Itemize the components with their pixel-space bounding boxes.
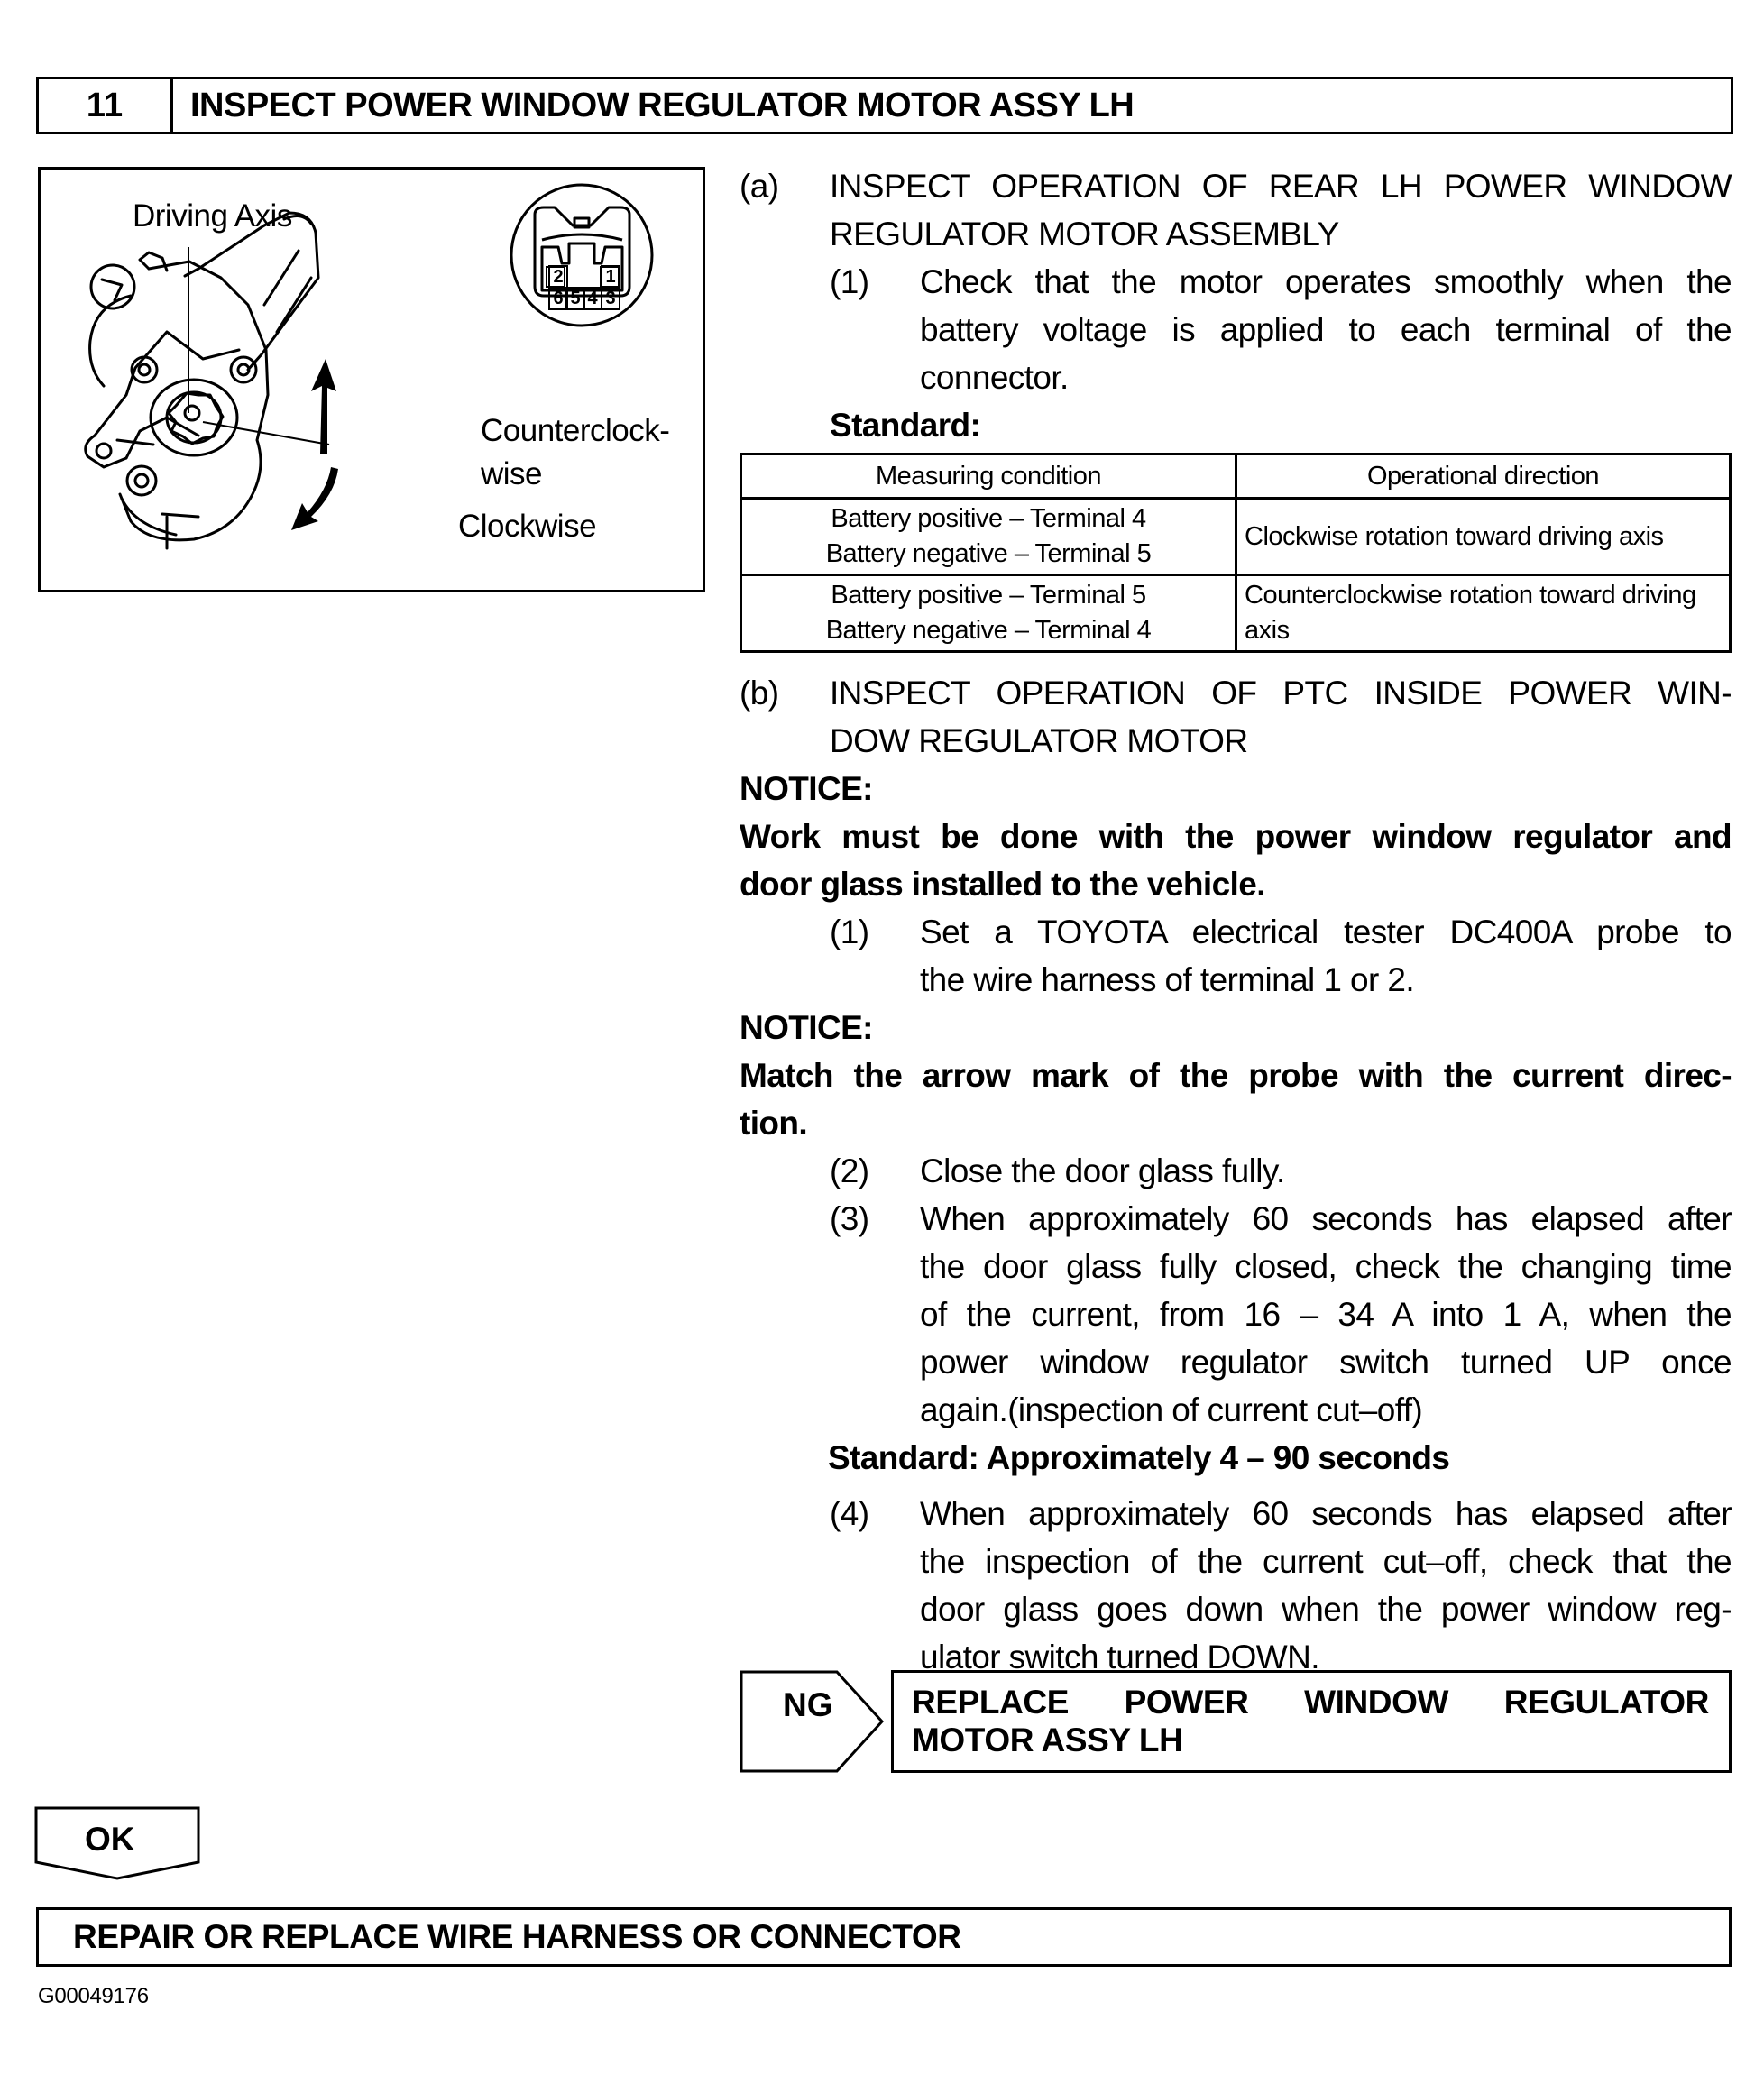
terminal-6: 6 — [548, 287, 568, 310]
step-b3-line: of the current, from 16 – 34 A into 1 A, when the — [920, 1296, 1732, 1333]
connector-terminals — [545, 265, 620, 310]
step-a-title-1: INSPECT OPERATION OF REAR LH POWER WINDOW — [830, 168, 1732, 205]
notice-label: NOTICE: — [740, 1009, 873, 1046]
step-b2-marker: (2) — [830, 1152, 869, 1189]
step-b3-line: power window regulator switch turned UP once — [920, 1344, 1732, 1381]
step-b3-line: the door glass fully closed, check the changing time — [920, 1248, 1732, 1285]
final-action-label: REPAIR OR REPLACE WIRE HARNESS OR CONNECTOR — [73, 1918, 961, 1955]
step-a1-line: battery voltage is applied to each terminal of the — [920, 311, 1732, 348]
table-header-row — [741, 454, 1731, 499]
table-row — [741, 499, 1731, 575]
notice-text: Match the arrow mark of the probe with the current direc- — [740, 1057, 1732, 1094]
terminal-4: 4 — [583, 287, 602, 310]
terminal-3: 3 — [601, 287, 620, 310]
step-b2-line: Close the door glass fully. — [920, 1152, 1285, 1189]
step-b4-line: door glass goes down when the power window reg- — [920, 1591, 1732, 1628]
label-driving-axis: Driving Axis — [133, 198, 292, 234]
notice-text: Work must be done with the power window regulator and — [740, 818, 1732, 855]
step-b1-line: Set a TOYOTA electrical tester DC400A probe to — [920, 914, 1732, 950]
direction-line: axis — [1245, 616, 1290, 645]
standard-label: Standard: — [830, 407, 981, 444]
step-b4-line: ulator switch turned DOWN. — [920, 1639, 1319, 1676]
ng-branch-arrow[interactable] — [740, 1670, 884, 1773]
condition-line: Battery positive – Terminal 4 — [831, 504, 1146, 533]
table-cell-condition — [741, 499, 1236, 575]
terminal-1: 1 — [601, 265, 620, 289]
figure-code: G00049176 — [38, 1984, 149, 2008]
ng-action-box — [891, 1670, 1732, 1773]
step-header — [36, 77, 1733, 134]
terminal-2: 2 — [548, 265, 568, 289]
table-cell-direction — [1236, 575, 1731, 652]
step-title: INSPECT POWER WINDOW REGULATOR MOTOR ASSY LH — [190, 87, 1135, 124]
step-b3-line: again.(inspection of current cut–off) — [920, 1391, 1423, 1428]
table-header: Operational direction — [1236, 454, 1731, 499]
step-number: 11 — [39, 79, 173, 132]
label-counterclockwise-cont: wise — [481, 456, 543, 491]
step-b3-line: When approximately 60 seconds has elapsed after — [920, 1200, 1732, 1237]
label-clockwise: Clockwise — [458, 509, 597, 544]
condition-line: Battery negative – Terminal 4 — [825, 616, 1152, 645]
step-b-title-2: DOW REGULATOR MOTOR — [830, 722, 1248, 759]
standard-value: Standard: Approximately 4 – 90 seconds — [828, 1439, 1450, 1476]
step-b-marker: (b) — [740, 675, 779, 712]
ng-action-line: MOTOR ASSY LH — [912, 1722, 1183, 1758]
notice-label: NOTICE: — [740, 770, 873, 807]
terminal-5: 5 — [565, 287, 585, 310]
table-header: Measuring condition — [741, 454, 1236, 499]
step-a1-line: Check that the motor operates smoothly when the — [920, 263, 1732, 300]
ng-action-line: REPLACE POWER WINDOW REGULATOR — [912, 1684, 1709, 1721]
step-b3-marker: (3) — [830, 1200, 869, 1237]
step-a1-line: connector. — [920, 359, 1069, 396]
step-b4-line: When approximately 60 seconds has elapsed after — [920, 1495, 1732, 1532]
direction-line: Counterclockwise rotation toward driving — [1245, 581, 1696, 610]
step-a-title-2: REGULATOR MOTOR ASSEMBLY — [830, 216, 1339, 252]
label-counterclockwise: Counterclock- — [481, 413, 670, 448]
condition-line: Battery positive – Terminal 5 — [831, 581, 1146, 610]
motor-illustration — [38, 167, 705, 592]
table-cell-direction — [1236, 499, 1731, 575]
step-b1-line: the wire harness of terminal 1 or 2. — [920, 961, 1415, 998]
notice-text: tion. — [740, 1105, 808, 1142]
table-row — [741, 575, 1731, 652]
step-a1-marker: (1) — [830, 263, 869, 300]
ng-label: NG — [783, 1686, 833, 1723]
ok-label: OK — [85, 1821, 135, 1858]
notice-text: door glass installed to the vehicle. — [740, 866, 1265, 903]
step-b-title-1: INSPECT OPERATION OF PTC INSIDE POWER WIN- — [830, 675, 1732, 712]
step-b1-marker: (1) — [830, 914, 869, 950]
final-action-box — [36, 1907, 1732, 1967]
ok-branch-arrow[interactable] — [34, 1806, 200, 1880]
table-cell-condition — [741, 575, 1236, 652]
direction-line: Clockwise rotation toward driving axis — [1245, 521, 1664, 551]
step-a-marker: (a) — [740, 168, 779, 205]
condition-line: Battery negative – Terminal 5 — [825, 539, 1152, 568]
standard-table — [740, 453, 1732, 653]
step-b4-marker: (4) — [830, 1495, 869, 1532]
step-b4-line: the inspection of the current cut–off, check that the — [920, 1543, 1732, 1580]
